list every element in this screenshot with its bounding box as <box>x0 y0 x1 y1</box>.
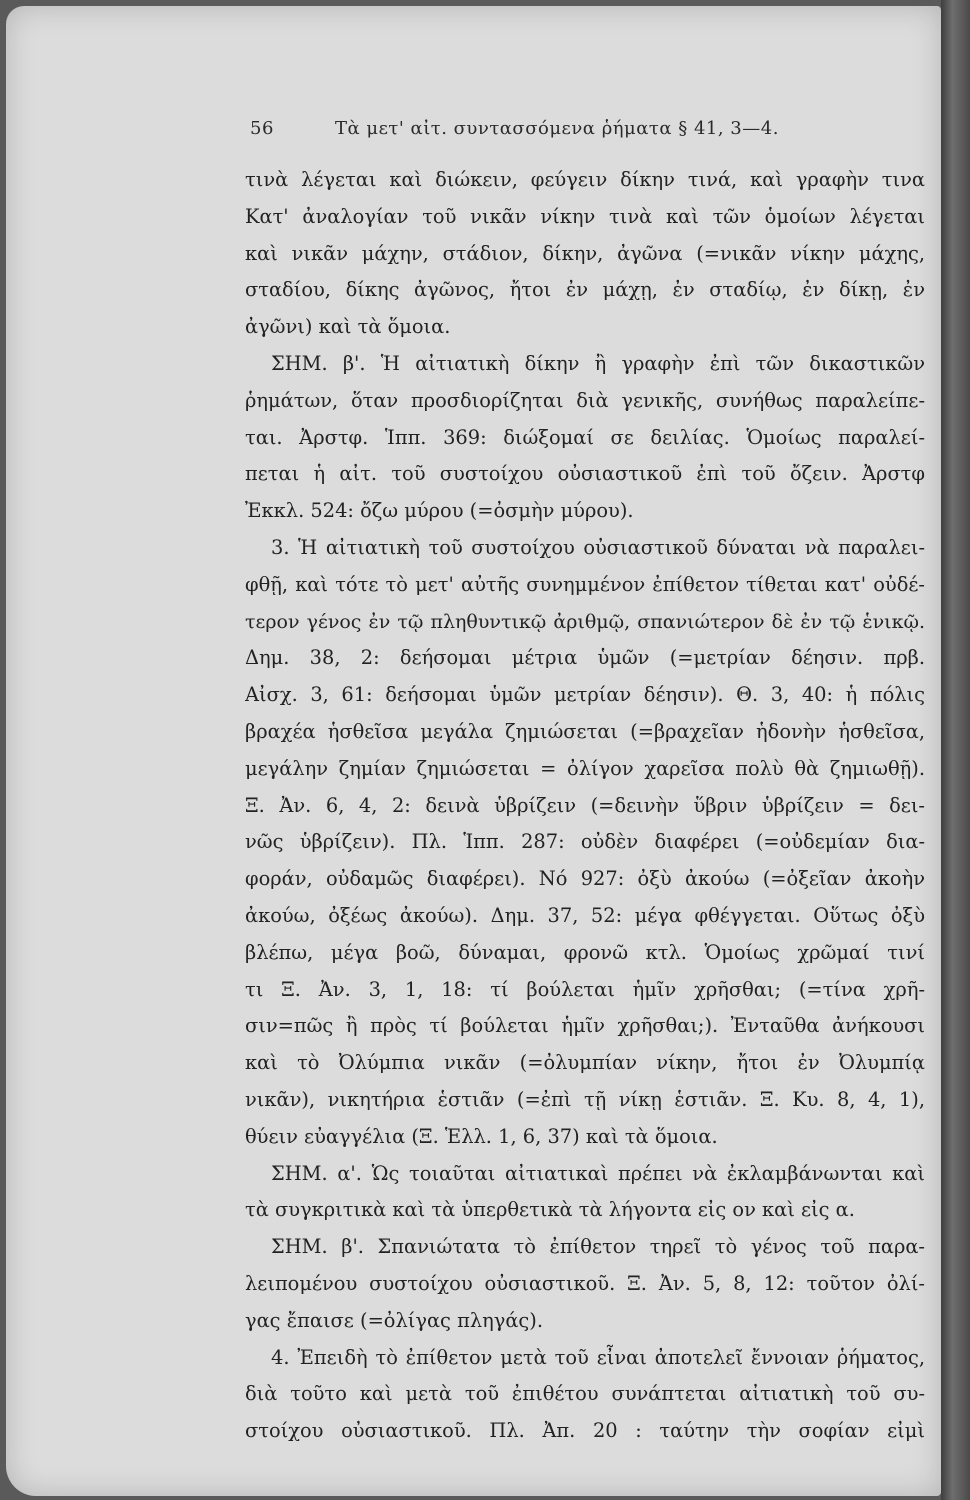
text-line: ΣΗΜ. β'. Σπανιώτατα τὸ ἐπίθετον τηρεῖ τὸ γένος τοῦ παρα- <box>271 1235 925 1259</box>
text-line: σιν=πῶς ἢ πρὸς τί βούλεται ἡμῖν χρῆσθαι;). Ἐνταῦθα ἀνήκουσι <box>245 1014 925 1038</box>
text-line: ῥημάτων, ὅταν προσδιορίζηται διὰ γενικῆς, συνήθως παραλείπε- <box>245 388 925 412</box>
text-line: φοράν, οὐδαμῶς διαφέρει). Νό 927: ὀξὺ ἀκούω (=ὀξεῖαν ἀκοὴν <box>245 867 925 891</box>
page-number: 56 <box>250 118 274 139</box>
text-line: Ἐκκλ. 524: ὄζω μύρου (=ὀσμὴν μύρου). <box>245 499 634 523</box>
text-line: θύειν εὐαγγέλια (Ξ. Ἑλλ. 1, 6, 37) καὶ τὰ ὅμοια. <box>245 1124 718 1148</box>
text-line: ται. Ἀρστφ. Ἱππ. 369: διώξομαί σε δειλίας. Ὁμοίως παραλεί- <box>245 425 925 449</box>
text-line: σταδίου, δίκης ἀγῶνος, ἤτοι ἐν μάχῃ, ἐν σταδίῳ, ἐν δίκῃ, ἐν <box>245 278 925 302</box>
text-line: νῶς ὑβρίζειν). Πλ. Ἱππ. 287: οὐδὲν διαφέρει (=οὐδεμίαν δια- <box>245 830 925 854</box>
text-line: καὶ νικᾶν μάχην, στάδιον, δίκην, ἀγῶνα (=νικᾶν νίκην μάχης, <box>245 241 925 265</box>
body-text <box>245 162 925 1450</box>
text-line: καὶ τὸ Ὀλύμπια νικᾶν (=ὀλυμπίαν νίκην, ἤτοι ἐν Ὀλυμπίᾳ <box>245 1051 925 1075</box>
text-line: πεται ἡ αἰτ. τοῦ συστοίχου οὐσιαστικοῦ ἐπὶ τοῦ ὄζειν. Ἀρστφ <box>245 462 925 486</box>
text-line: βραχέα ἡσθεῖσα μεγάλα ζημιώσεται (=βραχεῖαν ἡδονὴν ἡσθεῖσα, <box>245 719 925 743</box>
text-line: 3. Ἡ αἰτιατικὴ τοῦ συστοίχου οὐσιαστικοῦ δύναται νὰ παραλει- <box>271 535 925 559</box>
text-line: διὰ τοῦτο καὶ μετὰ τοῦ ἐπιθέτου συνάπτεται αἰτιατικὴ τοῦ συ- <box>245 1382 925 1406</box>
text-line: ἀκούω, ὀξέως ἀκούω). Δημ. 37, 52: μέγα φθέγγεται. Οὕτως ὀξὺ <box>245 903 925 927</box>
book-spine <box>941 0 970 1500</box>
text-line: τερον γένος ἐν τῷ πληθυντικῷ ἀριθμῷ, σπανιώτερον δὲ ἐν τῷ ἑνικῷ. <box>245 610 925 633</box>
text-line: τι Ξ. Ἀν. 3, 1, 18: τί βούλεται ἡμῖν χρῆσθαι; (=τίνα χρῆ- <box>245 977 925 1001</box>
text-line: λειπομένου συστοίχου οὐσιαστικοῦ. Ξ. Ἀν. 5, 8, 12: τοῦτον ὀλί- <box>245 1271 925 1295</box>
text-line: 4. Ἐπειδὴ τὸ ἐπίθετον μετὰ τοῦ εἶναι ἀποτελεῖ ἔννοιαν ῥήματος, <box>271 1345 925 1369</box>
text-line: Ξ. Ἀν. 6, 4, 2: δεινὰ ὑβρίζειν (=δεινὴν ὕβριν ὑβρίζειν = δει- <box>245 793 925 817</box>
text-line: γας ἔπαισε (=ὀλίγας πληγάς). <box>245 1308 544 1332</box>
text-line: Δημ. 38, 2: δεήσομαι μέτρια ὑμῶν (=μετρίαν δέησιν. πρβ. <box>245 646 925 670</box>
page-header <box>250 118 930 139</box>
text-line: φθῇ, καὶ τότε τὸ μετ' αὐτῆς συνημμένον ἐπίθετον τίθεται κατ' οὐδέ- <box>245 572 925 596</box>
text-line: ἀγῶνι) καὶ τὰ ὅμοια. <box>245 315 451 339</box>
text-line: τινὰ λέγεται καὶ διώκειν, φεύγειν δίκην τινά, καὶ γραφὴν τινα <box>245 168 925 191</box>
text-line: ΣΗΜ. β'. Ἡ αἰτιατικὴ δίκην ἢ γραφὴν ἐπὶ τῶν δικαστικῶν <box>271 351 925 375</box>
text-line: βλέπω, μέγα βοῶ, δύναμαι, φρονῶ κτλ. Ὁμοίως χρῶμαί τινί <box>245 940 925 964</box>
text-line: Αἰσχ. 3, 61: δεήσομαι ὑμῶν μετρίαν δέησιν). Θ. 3, 40: ἡ πόλις <box>245 683 925 707</box>
text-line: μεγάλην ζημίαν ζημιώσεται = ὀλίγον χαρεῖσα πολὺ θὰ ζημιωθῇ). <box>245 756 925 780</box>
text-line: Κατ' ἀναλογίαν τοῦ νικᾶν νίκην τινὰ καὶ τῶν ὁμοίων λέγεται <box>245 204 925 228</box>
text-line: τὰ συγκριτικὰ καὶ τὰ ὑπερθετικὰ τὰ λήγοντα εἰς ον καὶ εἰς α. <box>245 1198 855 1222</box>
text-line: ΣΗΜ. α'. Ὡς τοιαῦται αἰτιατικαὶ πρέπει νὰ ἐκλαμβάνωνται καὶ <box>271 1161 925 1185</box>
text-line: νικᾶν), νικητήρια ἑστιᾶν (=ἐπὶ τῇ νίκῃ ἑστιᾶν. Ξ. Κυ. 8, 4, 1), <box>245 1087 925 1111</box>
running-title: Τὰ μετ' αἰτ. συντασσόμενα ῥήματα § 41, 3—4. <box>335 118 779 139</box>
text-line: στοίχου οὐσιαστικοῦ. Πλ. Ἀπ. 20 : ταύτην τὴν σοφίαν εἰμὶ <box>245 1419 925 1443</box>
